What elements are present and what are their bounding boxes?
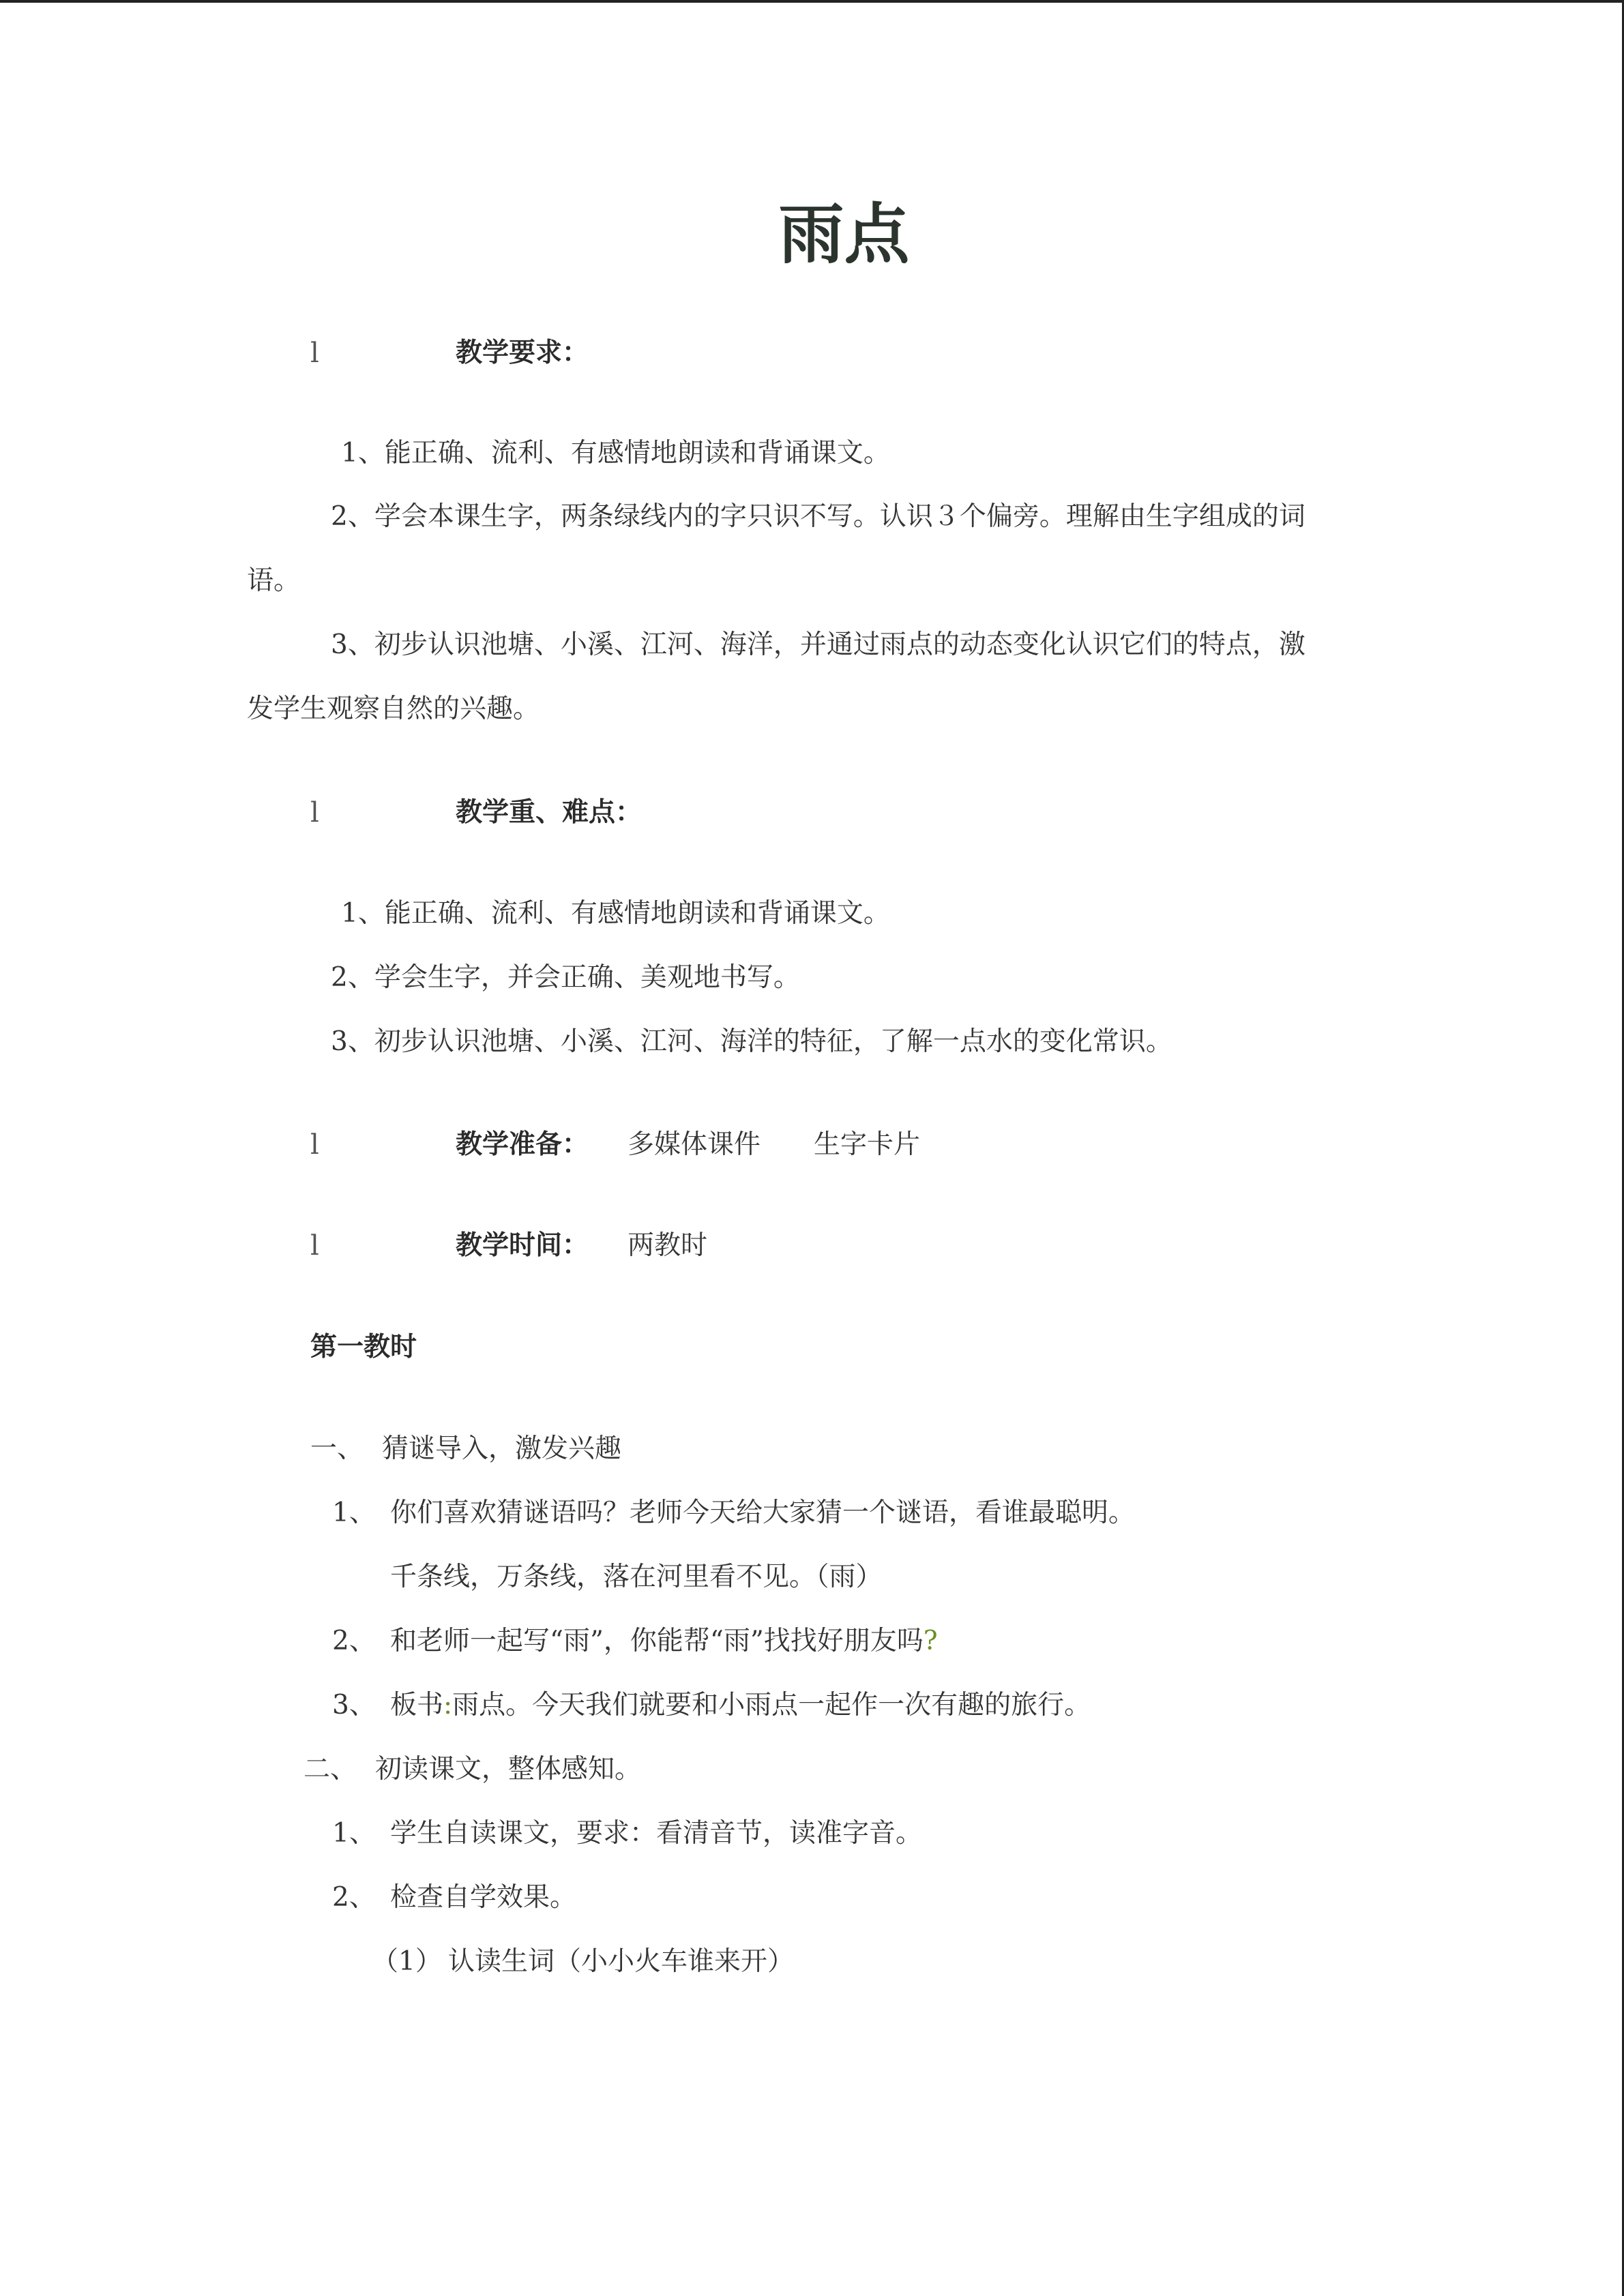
requirement-item-1: 1、能正确、流利、有感情地朗读和背诵课文。	[341, 438, 890, 468]
part1-number: 一、	[310, 1433, 364, 1464]
page-top-border	[0, 0, 1624, 3]
heading-time: 教学时间：	[456, 1229, 589, 1261]
requirement-item-2: 2、学会本课生字，两条绿线内的字只识不写。认识３个偏旁。理解由生字组成的词	[331, 501, 1305, 532]
part2-item2-number: 2、	[332, 1882, 376, 1913]
keypoint-item-2: 2、学会生字，并会正确、美观地书写。	[331, 962, 800, 993]
heading-preparation: 教学准备：	[456, 1129, 589, 1160]
part1-item2-text: 和老师一起写“雨”，你能帮“雨”找找好朋友吗?	[390, 1626, 938, 1656]
document-title: 雨点	[778, 196, 910, 273]
lesson1-heading: 第一教时	[310, 1331, 417, 1362]
keypoint-item-3: 3、初步认识池塘、小溪、江河、海洋的特征，了解一点水的变化常识。	[331, 1026, 1172, 1057]
part2-label: 初读课文，整体感知。	[375, 1754, 642, 1785]
part2-item2-text: 检查自学效果。	[390, 1882, 577, 1913]
riddle-text: 千条线，万条线，落在河里看不见。（雨）	[390, 1562, 883, 1592]
bullet-keypoints: l	[310, 797, 319, 829]
part1-item2-number: 2、	[332, 1626, 376, 1656]
heading-keypoints: 教学重、难点：	[456, 796, 643, 828]
part2-subitem1-number: （1）	[372, 1946, 442, 1977]
requirement-item-3: 3、初步认识池塘、小溪、江河、海洋，并通过雨点的动态变化认识它们的特点，激	[331, 629, 1305, 660]
requirement-item-3-cont: 发学生观察自然的兴趣。	[247, 694, 540, 724]
part2-item1-text: 学生自读课文，要求：看清音节，读准字音。	[390, 1818, 923, 1849]
part1-item3-text: 板书:雨点。今天我们就要和小雨点一起作一次有趣的旅行。	[390, 1690, 1091, 1720]
bullet-time: l	[310, 1230, 319, 1262]
part1-item1-number: 1、	[332, 1497, 376, 1528]
preparation-multimedia: 多媒体课件	[628, 1129, 761, 1160]
requirement-item-2-cont: 语。	[247, 565, 301, 596]
part1-item3-number: 3、	[332, 1690, 376, 1720]
heading-requirements: 教学要求：	[456, 337, 589, 368]
bullet-preparation: l	[310, 1129, 319, 1161]
time-value: 两教时	[628, 1230, 708, 1261]
keypoint-item-1: 1、能正确、流利、有感情地朗读和背诵课文。	[341, 898, 890, 929]
part1-label: 猜谜导入，激发兴趣	[382, 1433, 622, 1464]
part1-item1-text: 你们喜欢猜谜语吗？老师今天给大家猜一个谜语，看谁最聪明。	[390, 1497, 1136, 1528]
preparation-cards: 生字卡片	[814, 1129, 921, 1160]
bullet-requirements: l	[310, 338, 319, 369]
part2-item1-number: 1、	[332, 1818, 376, 1849]
part2-subitem1-text: 认读生词（小小火车谁来开）	[448, 1946, 795, 1977]
part2-number: 二、	[304, 1754, 357, 1785]
